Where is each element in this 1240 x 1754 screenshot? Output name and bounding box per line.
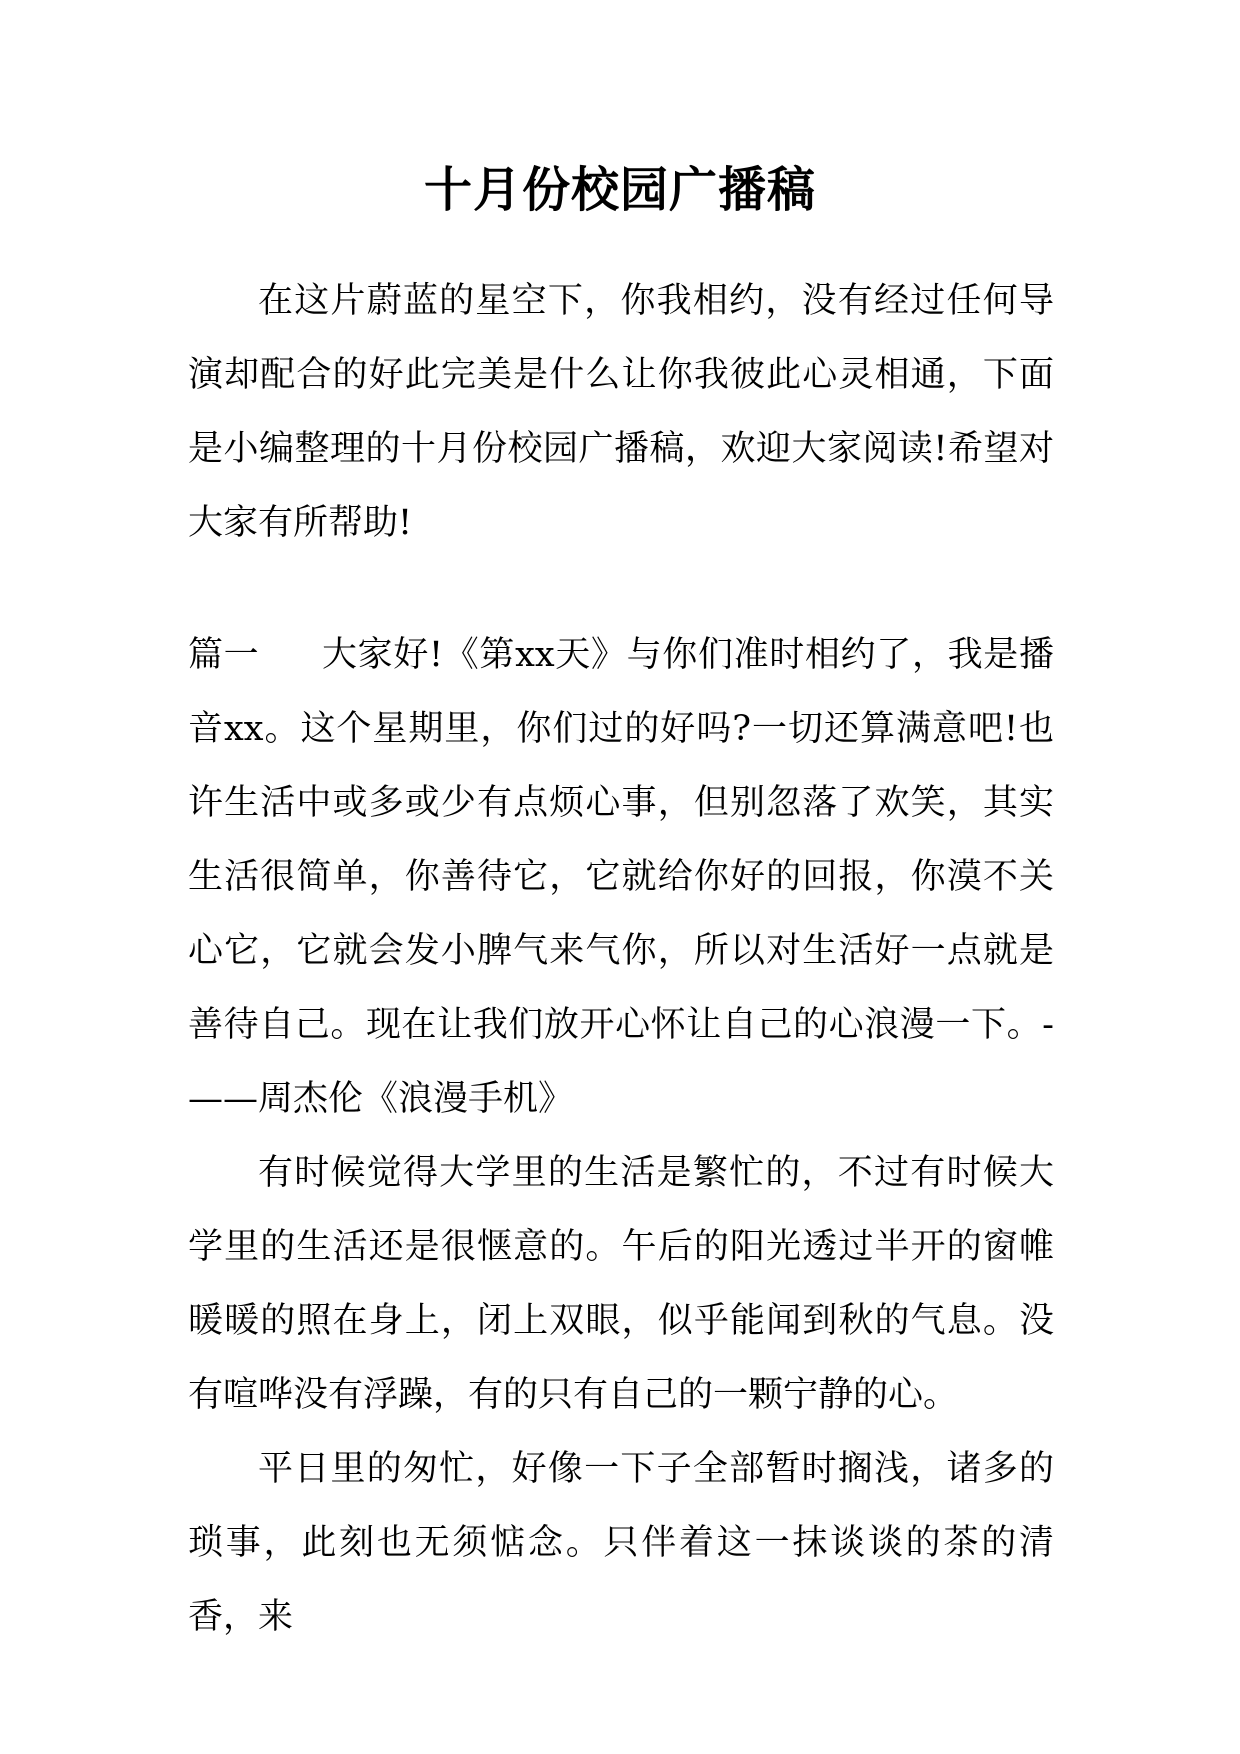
body-paragraph-3: 平日里的匆忙，好像一下子全部暂时搁浅，诸多的琐事，此刻也无须惦念。只伴着这一抹谈谈的茶的清香，来 xyxy=(188,1449,1054,1637)
body-paragraph-2: 有时候觉得大学里的生活是繁忙的，不过有时候大学里的生活还是很惬意的。午后的阳光透过半开的窗帷暖暖的照在身上，闭上双眼，似乎能闻到秋的气息。没有喧哗没有浮躁，有的只有自己的一颗宁静的心。 xyxy=(188,1153,1054,1415)
document-title: 十月份校园广播稿 xyxy=(423,162,816,218)
document-body xyxy=(188,264,1054,1654)
intro-paragraph: 在这片蔚蓝的星空下，你我相约，没有经过任何导演却配合的好此完美是什么让你我彼此心灵相通，下面是小编整理的十月份校园广播稿，欢迎大家阅读!希望对大家有所帮助! xyxy=(188,281,1054,543)
paragraph-spacer xyxy=(188,560,1054,618)
section-label: 篇一 xyxy=(188,635,260,675)
section-paragraph xyxy=(188,618,1054,1136)
section-text: 大家好!《第xx天》与你们准时相约了，我是播音xx。这个星期里，你们过的好吗?一切还算满意吧!也许生活中或多或少有点烦心事，但别忽落了欢笑，其实生活很简单，你善待它，它就给你好的回报，你漠不关心它，它就会发小脾气来气你，所以对生活好一点就是善待自己。现在让我们放开心怀让自己的心浪漫一下。-——周杰伦《浪漫手机》 xyxy=(188,635,1054,1119)
